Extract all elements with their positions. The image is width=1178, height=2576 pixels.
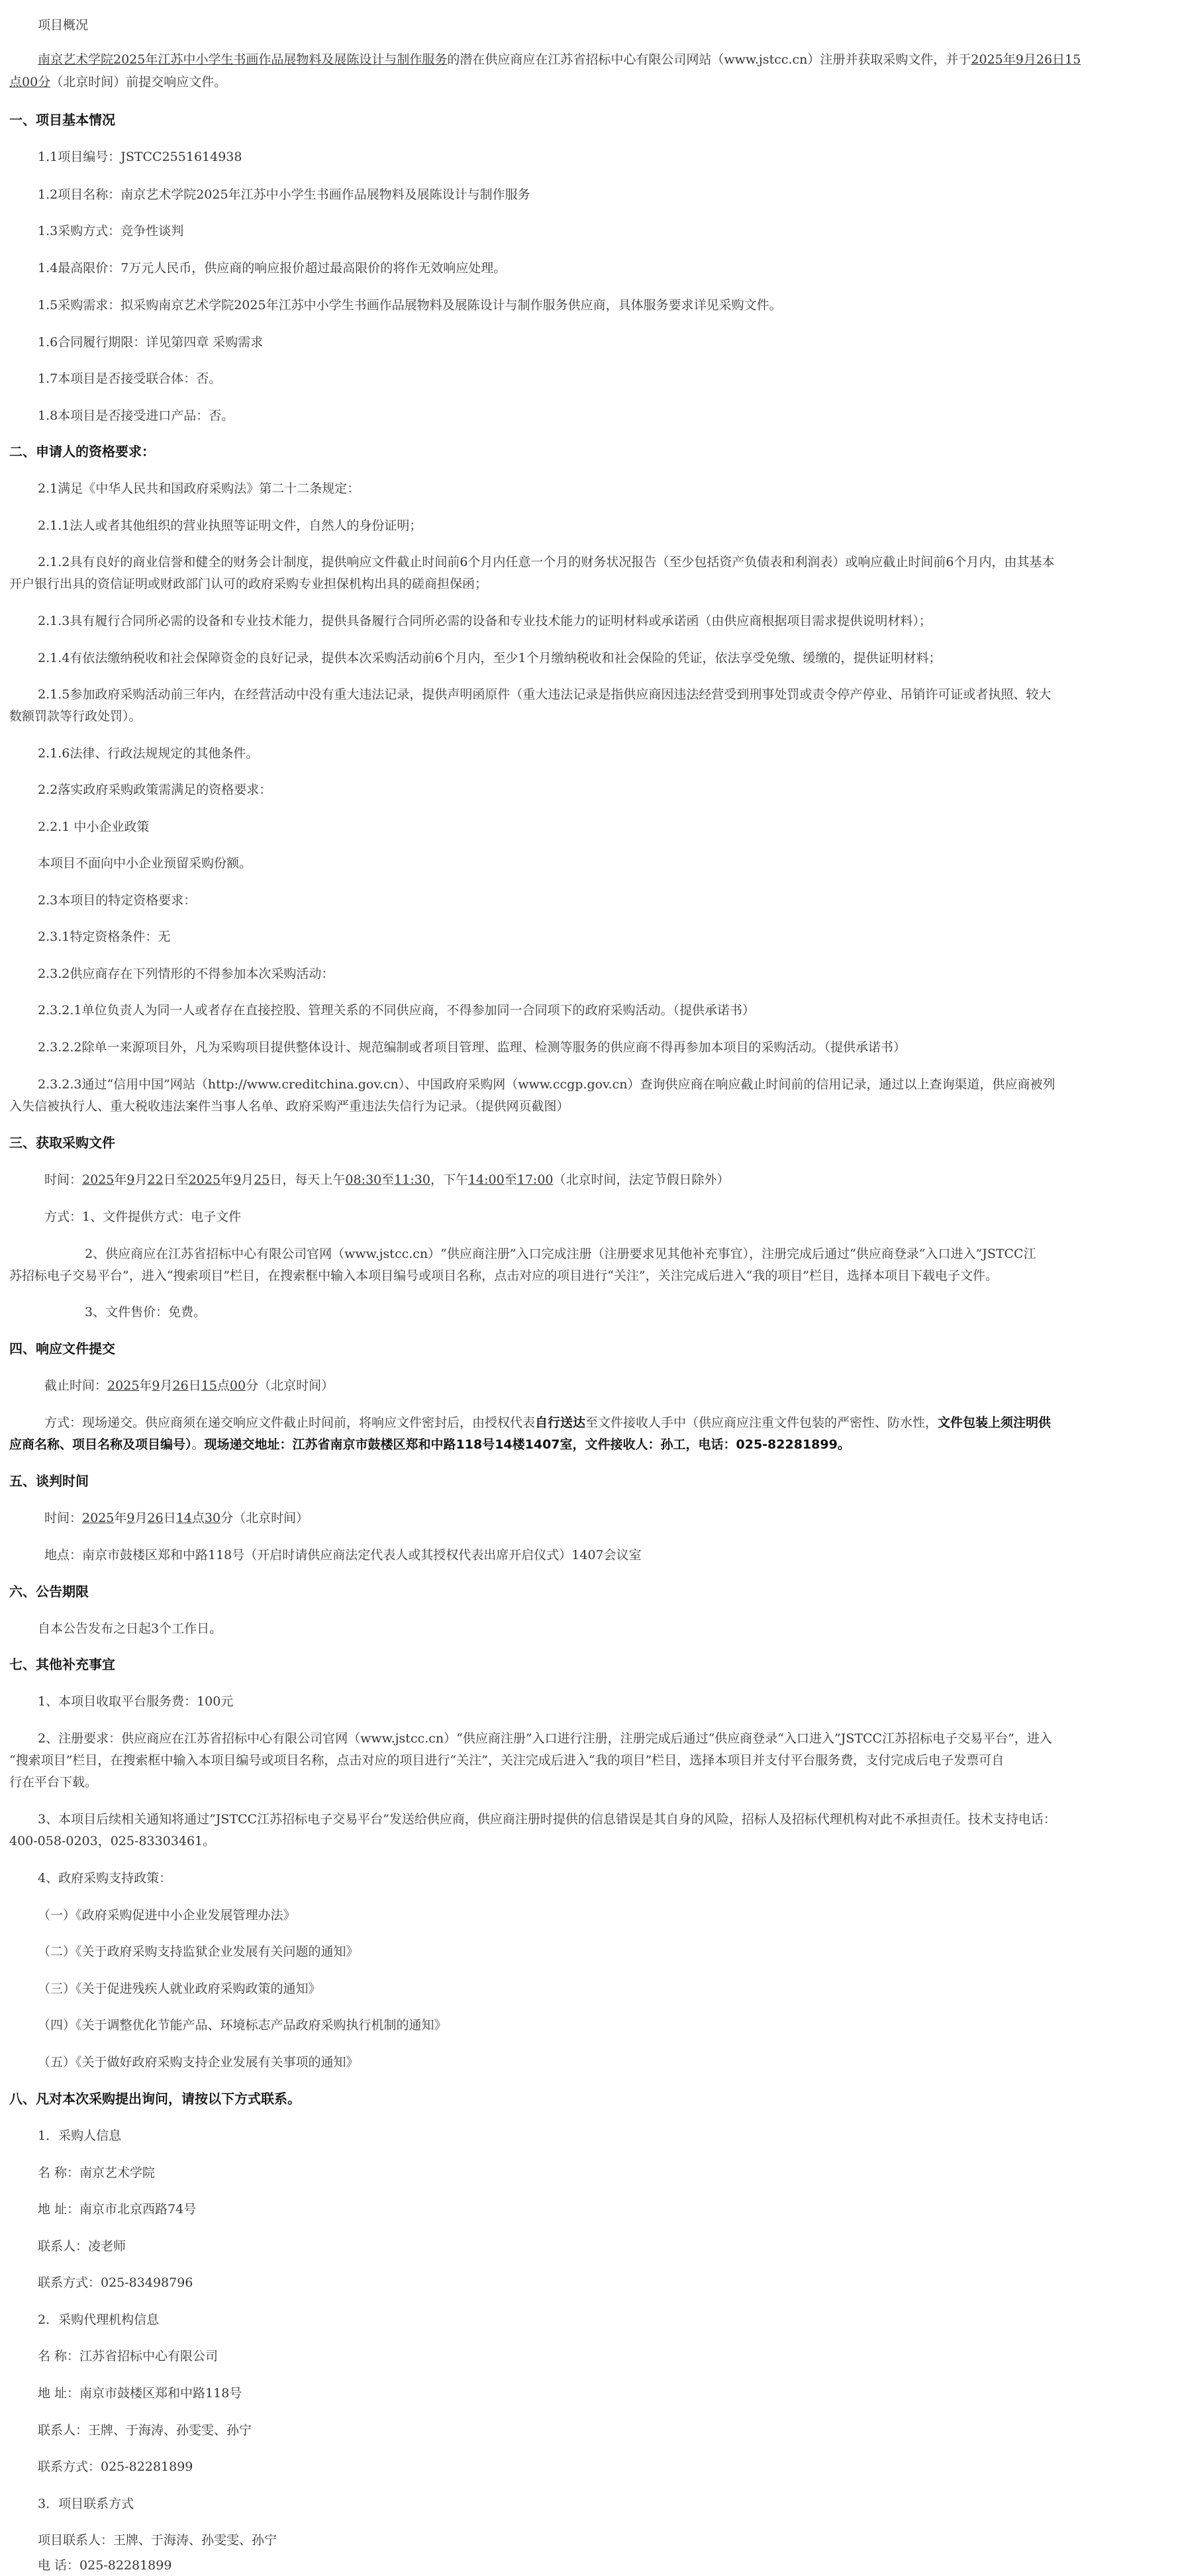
policy-item: （四）《关于调整优化节能产品、环境标志产品政府采购执行机制的通知》 (38, 2018, 447, 2032)
unit: （北京时间，法定节假日除外） (553, 1172, 730, 1187)
value: 9 (233, 1172, 242, 1187)
s4-way-line-2 (0, 1434, 1178, 1455)
s2-paragraph: 2.3.2供应商存在下列情形的不得参加本次采购活动： (38, 967, 334, 981)
s1-item: 1.2项目名称：南京艺术学院2025年江苏中小学生书画作品展物料及展陈设计与制作服务 (38, 187, 530, 202)
value: 25 (254, 1172, 270, 1187)
s2-paragraph: 2.1.6法律、行政法规规定的其他条件。 (38, 746, 259, 761)
s5-time-line (0, 1507, 1178, 1529)
intro-project-name: 南京艺术学院2025年江苏中小学生书画作品展物料及展陈设计与制作服务 (38, 52, 448, 67)
s7-paragraph-cont: 400-058-0203，025-83303461。 (9, 1834, 216, 1848)
s1-item: 1.4最高限价：7万元人民币，供应商的响应报价超过最高限价的将作无效响应处理。 (38, 261, 507, 275)
s7-paragraph-cont: 行在平台下载。 (9, 1775, 98, 1789)
emphasis: 现场递交地址：江苏省南京市鼓楼区郑和中路118号14楼1407室，文件接收人：孙工，电话：025-82281899。 (204, 1437, 850, 1452)
s5-place: 地点：南京市鼓楼区郑和中路118号（开启时请供应商法定代表人或其授权代表出席开启仪式）1407会议室 (44, 1548, 642, 1562)
s1-item: 1.8本项目是否接受进口产品：否。 (38, 408, 234, 423)
doc-title: 项目概况 (38, 18, 89, 32)
unit: 点 (191, 1511, 205, 1525)
s2-paragraph: 2.2落实政府采购政策需满足的资格要求： (38, 783, 272, 797)
unit: 月 (241, 1172, 254, 1187)
unit: 年 (139, 1378, 152, 1393)
s2-paragraph-cont: 入失信被执行人、重大税收违法案件当事人名单、政府采购严重违法失信行为记录。（提供网页截图） (9, 1099, 569, 1114)
emphasis: 自行送达 (535, 1415, 586, 1430)
label: 截止时间： (44, 1378, 108, 1393)
value: 14:00 (467, 1172, 505, 1187)
policy-item: （一）《政府采购促进中小企业发展管理办法》 (38, 1908, 296, 1923)
unit: 月 (160, 1378, 173, 1393)
value: 26 (147, 1511, 164, 1525)
s2-paragraph: 2.1.3具有履行合同所必需的设备和专业技术能力，提供具备履行合同所必需的设备和专业技术能力的证明材料或承诺函（由供应商根据项目需求提供说明材料）； (38, 614, 932, 628)
unit: 至 (504, 1172, 517, 1187)
s7-paragraph: 4、政府采购支持政策： (38, 1871, 172, 1885)
text: 。 (191, 1437, 205, 1452)
value: 15 (201, 1378, 217, 1393)
unit: 日至 (163, 1172, 189, 1187)
s7-paragraph: 1、本项目收取平台服务费：100元 (38, 1694, 234, 1709)
unit: 日，每天上午 (270, 1172, 346, 1187)
section-8-heading: 八、凡对本次采购提出询问，请按以下方式联系。 (9, 2091, 301, 2107)
label: 时间： (44, 1172, 83, 1187)
s2-paragraph: 2.1.1法人或者其他组织的营业执照等证明文件，自然人的身份证明； (38, 518, 422, 533)
s2-paragraph: 2.1满足《中华人民共和国政府采购法》第二十二条规定： (38, 481, 360, 496)
policy-item: （二）《关于政府采购支持监狱企业发展有关问题的通知》 (38, 1944, 359, 1959)
unit: 日 (188, 1378, 201, 1393)
section-6-heading: 六、公告期限 (9, 1584, 89, 1599)
value: 26 (172, 1378, 189, 1393)
value: 2025 (188, 1172, 221, 1187)
s2-paragraph: 2.3.2.3通过“信用中国”网站（http://www.creditchina.gov.cn）、中国政府采购网（www.ccgp.gov.cn）查询供应商在响应截止时间前的信用记录，通过以上查询渠道，供应商被列 (38, 1077, 1055, 1092)
contact-line: 联系方式：025-83498796 (38, 2275, 193, 2290)
section-3-heading: 三、获取采购文件 (9, 1135, 115, 1151)
s7-paragraph: 2、注册要求：供应商应在江苏省招标中心有限公司官网（www.jstcc.cn）“供应商注册”入口进行注册，注册完成后通过“供应商登录“入口进入”JSTCC江苏招标电子交易平台”，进入 (38, 1731, 1052, 1746)
s2-paragraph: 2.2.1 中小企业政策 (38, 820, 150, 834)
section-5-heading: 五、谈判时间 (9, 1473, 89, 1489)
unit: 分 (221, 1511, 234, 1525)
emphasis: 文件包装上须注明供 (938, 1415, 1052, 1430)
s3-step2: 2、供应商应在江苏省招标中心有限公司官网（www.jstcc.cn）“供应商注册”入口完成注册（注册要求见其他补充事宜），注册完成后通过“供应商登录“入口进入”JSTCC江 (85, 1247, 1036, 1261)
contact-line: 项目联系人：王牌、于海涛、孙雯雯、孙宁 (38, 2533, 277, 2548)
unit: 月 (134, 1172, 148, 1187)
value: 30 (204, 1511, 221, 1525)
unit: 点 (217, 1378, 230, 1393)
unit: 至 (381, 1172, 395, 1187)
unit: 年 (114, 1172, 127, 1187)
s3-step2-cont: 苏招标电子交易平台”，进入“搜索项目”栏目，在搜索框中输入本项目编号或项目名称，点击对应的项目进行“关注”，关注完成后进入“我的项目”栏目，选择本项目下载电子文件。 (9, 1268, 998, 1283)
contact-line: 1．采购人信息 (38, 2128, 122, 2143)
s2-paragraph-cont: 开户银行出具的资信证明或财政部门认可的政府采购专业担保机构出具的磋商担保函； (9, 577, 488, 591)
intro-deadline-cont: 点00分 (9, 75, 51, 89)
s2-paragraph: 2.3.2.1单位负责人为同一人或者存在直接控股、管理关系的不同供应商，不得参加同一合同项下的政府采购活动。（提供承诺书） (38, 1003, 755, 1018)
contact-line: 3．项目联系方式 (38, 2497, 134, 2511)
intro-text-2: （北京时间）前提交响应文件。 (50, 75, 227, 89)
value: 9 (126, 1172, 135, 1187)
value: 17:00 (516, 1172, 554, 1187)
label: 时间： (44, 1511, 83, 1525)
section-7-heading: 七、其他补充事宜 (9, 1656, 115, 1672)
s3-method: 方式：1、文件提供方式：电子文件 (44, 1210, 242, 1224)
contact-line: 联系人：王牌、于海涛、孙雯雯、孙宁 (38, 2423, 252, 2438)
s1-item: 1.7本项目是否接受联合体：否。 (38, 371, 222, 386)
text: 至文件接收人手中（供应商应注重文件包装的严密性、防水性， (585, 1415, 938, 1430)
unit: 月 (134, 1511, 148, 1525)
value: 9 (152, 1378, 160, 1393)
contact-line: 2．采购代理机构信息 (38, 2313, 160, 2327)
contact-line: 名 称：江苏省招标中心有限公司 (38, 2349, 219, 2363)
unit: （北京时间） (233, 1511, 309, 1525)
unit: 年 (221, 1172, 234, 1187)
s2-paragraph: 2.3本项目的特定资格要求： (38, 893, 197, 908)
intro-deadline: 2025年9月26日15 (971, 52, 1081, 67)
section-2-heading: 二、申请人的资格要求： (9, 444, 155, 459)
s2-paragraph-cont: 数额罚款等行政处罚）。 (9, 709, 142, 724)
unit: （北京时间） (258, 1378, 334, 1393)
section-1-heading: 一、项目基本情况 (9, 112, 115, 128)
s2-paragraph: 2.1.4有依法缴纳税收和社会保障资金的良好记录，提供本次采购活动前6个月内，至少1个月缴纳税收和社会保险的凭证，依法享受免缴、缓缴的，提供证明材料； (38, 651, 942, 665)
value: 2025 (82, 1511, 115, 1525)
s2-paragraph: 2.1.2具有良好的商业信誉和健全的财务会计制度，提供响应文件截止时间前6个月内任意一个月的财务状况报告（至少包括资产负债表和利润表）或响应截止时间前6个月内，由其基本 (38, 555, 1055, 569)
s4-way-line-1 (0, 1412, 1178, 1433)
s4-deadline-line (0, 1375, 1178, 1396)
intro-text-1: 的潜在供应商应在江苏省招标中心有限公司网站（www.jstcc.cn）注册并获取采购文件，并于 (447, 52, 971, 67)
s7-paragraph: 3、本项目后续相关通知将通过”JSTCC江苏招标电子交易平台”发送给供应商，供应商注册时提供的信息错误是其自身的风险，招标人及招标代理机构对此不承担责任。技术支持电话： (38, 1812, 1056, 1827)
policy-item: （五）《关于做好政府采购支持企业发展有关事项的通知》 (38, 2055, 359, 2070)
s2-paragraph: 2.3.1特定资格条件：无 (38, 930, 171, 944)
s7-paragraph-cont: “搜索项目”栏目，在搜索框中输入本项目编号或项目名称，点击对应的项目进行“关注”，关注完成后进入“我的项目”栏目，选择本项目并支付平台服务费，支付完成后电子发票可自 (9, 1753, 1005, 1768)
contact-line: 地 址：南京市鼓楼区郑和中路118号 (38, 2386, 242, 2401)
unit: ，下午 (430, 1172, 468, 1187)
intro-line-2 (0, 72, 1178, 93)
value: 9 (126, 1511, 135, 1525)
unit: 日 (163, 1511, 176, 1525)
emphasis: 应商名称、项目名称及项目编号） (9, 1437, 192, 1452)
value: 14 (175, 1511, 192, 1525)
contact-line: 电 话：025-82281899 (38, 2558, 172, 2573)
value: 22 (147, 1172, 164, 1187)
s1-item: 1.3采购方式：竞争性谈判 (38, 224, 184, 238)
contact-line: 名 称：南京艺术学院 (38, 2166, 156, 2180)
contact-line: 地 址：南京市北京西路74号 (38, 2202, 197, 2217)
s2-paragraph: 2.3.2.2除单一来源项目外，凡为采购项目提供整体设计、规范编制或者项目管理、监理、检测等服务的供应商不得再参加本项目的采购活动。（提供承诺书） (38, 1040, 906, 1055)
value: 08:30 (345, 1172, 382, 1187)
intro-line-1 (0, 49, 1178, 70)
value: 2025 (107, 1378, 140, 1393)
contact-line: 联系人：凌老师 (38, 2239, 126, 2254)
s2-paragraph: 本项目不面向中小企业预留采购份额。 (38, 856, 252, 871)
s3-step3: 3、文件售价：免费。 (85, 1305, 207, 1319)
text: 方式：现场递交。供应商须在递交响应文件截止时间前，将响应文件密封后，由授权代表 (44, 1415, 536, 1430)
contact-line: 联系方式：025-82281899 (38, 2459, 193, 2474)
unit: 分 (246, 1378, 259, 1393)
s1-item: 1.1项目编号：JSTCC2551614938 (38, 150, 242, 164)
unit: 年 (114, 1511, 127, 1525)
s3-time-line (0, 1169, 1178, 1190)
value: 00 (229, 1378, 246, 1393)
value: 11:30 (394, 1172, 430, 1187)
s1-item: 1.5采购需求：拟采购南京艺术学院2025年江苏中小学生书画作品展物料及展陈设计与制作服务供应商，具体服务要求详见采购文件。 (38, 298, 782, 312)
s1-item: 1.6合同履行期限：详见第四章 采购需求 (38, 335, 264, 350)
s2-paragraph: 2.1.5参加政府采购活动前三年内，在经营活动中没有重大违法记录，提供声明函原件（重大违法记录是指供应商因违法经营受到刑事处罚或责令停产停业、吊销许可证或者执照、较大 (38, 687, 1052, 702)
policy-item: （三）《关于促进残疾人就业政府采购政策的通知》 (38, 1981, 321, 1996)
section-4-heading: 四、响应文件提交 (9, 1341, 115, 1357)
value: 2025 (82, 1172, 115, 1187)
s6-text: 自本公告发布之日起3个工作日。 (38, 1621, 222, 1636)
